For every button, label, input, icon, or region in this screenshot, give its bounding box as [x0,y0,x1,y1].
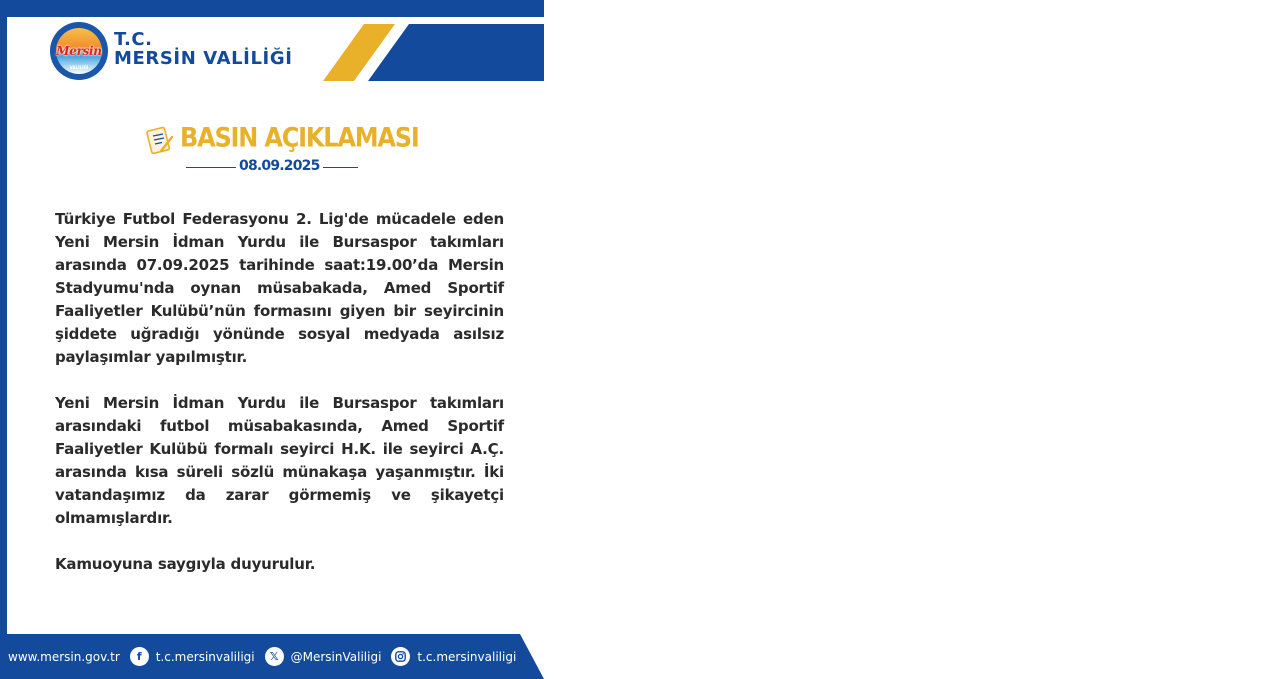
facebook-handle: t.c.mersinvaliligi [155,649,255,664]
release-date: 08.09.2025 [236,158,323,174]
header-stripe-decoration [320,24,544,82]
instagram-link[interactable] [391,647,516,666]
paragraph-2: Yeni Mersin İdman Yurdu ile Bursaspor takımları arasındaki futbol müsabakasında, Amed Sportif Faaliyetler Kulübü formalı seyirci H.K. ile seyirci A.Ç. arasında kısa süreli sözlü münakaşa yaşanmıştır. İki vatandaşımız da zarar görmemiş ve şikayetçi olmamışlardır. [55,394,504,527]
mersin-valiligi-emblem-icon [50,22,108,80]
logo-inner [56,28,102,74]
org-name-line2: MERSİN VALİLİĞİ [114,48,293,69]
facebook-icon: f [130,647,149,666]
facebook-link[interactable] [130,647,255,666]
press-title-block [146,122,419,182]
x-icon: 𝕏 [265,647,284,666]
press-release-body [55,208,504,599]
org-name-line1: T.C. [114,29,153,50]
website-text: www.mersin.gov.tr [8,649,120,664]
logo-word: Mersin [56,44,102,58]
press-release-document [0,0,544,679]
website-link[interactable] [8,650,120,664]
press-release-heading: BASIN AÇIKLAMASI [180,122,419,154]
logo-subtext: VALİLİĞİ [69,65,89,70]
paragraph-1: Türkiye Futbol Federasyonu 2. Lig'de mücadele eden Yeni Mersin İdman Yurdu ile Bursaspor takımları arasında 07.09.2025 tarihinde saat:19.00’da Mersin Stadyumu'nda oynan müsabakada, Amed Sportif Faaliyetler Kulübü’nün formasını giyen bir seyircinin şiddete uğradığı yönünde sosyal medyada asılsız paylaşımlar yapılmıştır. [55,210,504,366]
press-document-icon [146,124,174,156]
footer-contact-bar [0,634,544,679]
x-handle: @MersinValiligi [290,649,382,664]
footer-items [8,634,526,679]
top-blue-bar [0,0,544,17]
organization-name [114,30,293,68]
left-blue-bar [0,17,10,637]
instagram-handle: t.c.mersinvaliligi [417,649,517,664]
x-link[interactable] [265,647,382,666]
instagram-icon [391,647,410,666]
paragraph-3: Kamuoyuna saygıyla duyurulur. [55,555,316,573]
